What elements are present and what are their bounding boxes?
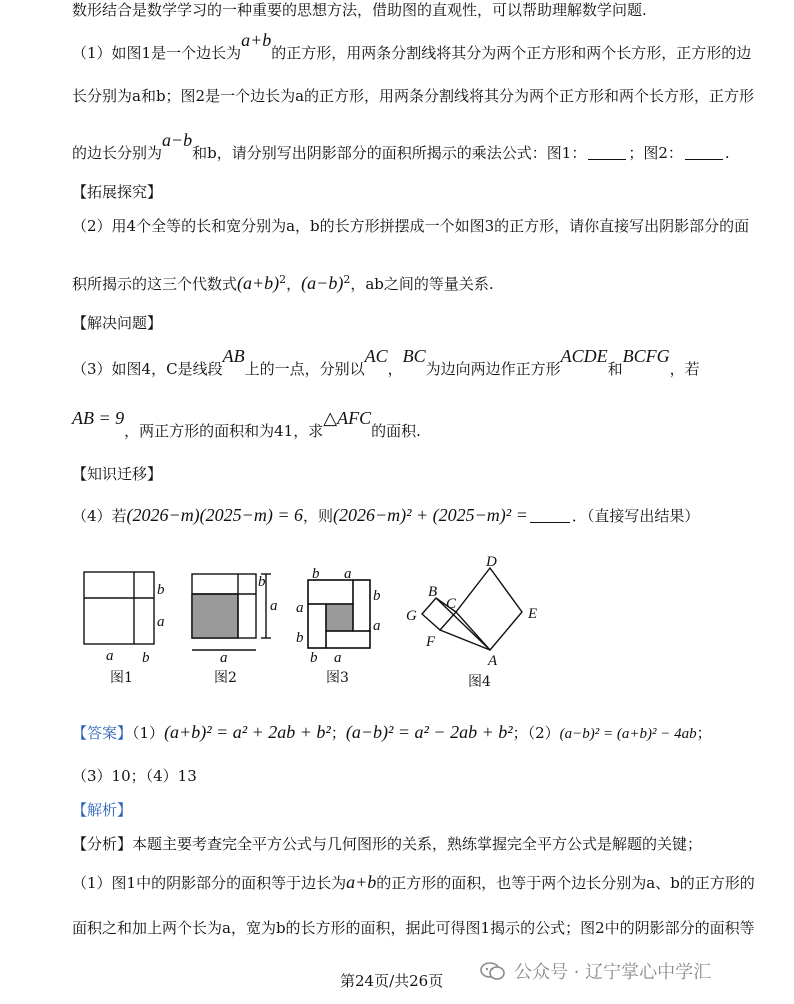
q3-line1-d: ，若 xyxy=(669,360,700,378)
page-number: 第24页/共26页 xyxy=(340,972,444,990)
answer-f1: (a+b)² = a² + 2ab + b² xyxy=(164,722,331,742)
q1-math-apb: a+b xyxy=(241,30,272,50)
fig2-label-a-right: a xyxy=(270,598,278,614)
fig4-point-c: C xyxy=(446,596,457,612)
q2-sup1: 2 xyxy=(279,273,287,286)
fig4-point-b: B xyxy=(428,584,438,600)
analysis-line3: 面积之和加上两个长为a，宽为b的长方形的面积，据此可得图1揭示的公式；图2中的阴影部分的面积等 xyxy=(72,919,755,937)
watermark xyxy=(480,958,711,984)
watermark-text: 公众号 · 辽宁掌心中学汇 xyxy=(514,962,712,983)
answer-line1 xyxy=(72,722,712,744)
fig4-segment-ba xyxy=(436,598,490,650)
q3-m-bcfg: BCFG xyxy=(622,346,670,366)
q4-m2: (2026−m)² + (2025−m)² = xyxy=(332,505,528,525)
answer-sep1: ； xyxy=(330,724,346,742)
wechat-icon xyxy=(480,961,506,981)
answer-f3: (a−b)² = (a+b)² − 4ab xyxy=(559,726,697,742)
q1-line1 xyxy=(72,30,752,63)
q3-line1-a: （3）如图4，C是线段 xyxy=(72,360,223,378)
fig3-shaded-square xyxy=(326,604,353,631)
fig3-label-b-right: b xyxy=(373,588,381,604)
section-solve: 【解决问题】 xyxy=(72,314,163,332)
analysis-line2-a: （1）图1中的阴影部分的面积等于边长为 xyxy=(72,874,347,892)
analysis-math-apb: a+b xyxy=(346,872,377,892)
figure-3 xyxy=(308,580,370,648)
fig4-point-g: G xyxy=(406,608,417,624)
q4-pre: （4）若 xyxy=(72,507,127,525)
q3-m-bc: BC xyxy=(402,346,426,366)
q3-line1-b: 上的一点，分别以 xyxy=(244,360,365,378)
q4-post: ．（直接写出结果） xyxy=(571,507,700,525)
q1-line1-a: （1）如图1是一个边长为 xyxy=(72,44,242,62)
fig3-label-b-left: b xyxy=(296,630,304,646)
q3-line1 xyxy=(72,346,700,379)
fig2-caption: 图2 xyxy=(214,670,237,686)
q4-line xyxy=(72,505,699,526)
q2-m2: (a−b) xyxy=(301,273,344,293)
fig2-label-b: b xyxy=(258,574,266,590)
analysis-line1: 【分析】本题主要考查完全平方公式与几何图形的关系，熟练掌握完全平方公式是解题的关键； xyxy=(72,835,703,853)
intro-text: 数形结合是数学学习的一种重要的思想方法，借助图的直观性，可以帮助理解数学问题. xyxy=(72,1,647,19)
fig3-label-a-bottom: a xyxy=(334,650,342,666)
answer-p2: （2） xyxy=(527,724,560,742)
fig3-rect-right xyxy=(353,580,370,631)
q3-line2 xyxy=(72,408,421,441)
analysis-line2 xyxy=(72,872,755,893)
q2-line2 xyxy=(72,270,494,294)
figure-4 xyxy=(422,568,522,650)
fig1-label-a-bottom: a xyxy=(106,648,114,664)
blank-fig2[interactable] xyxy=(685,159,723,160)
fig3-rect-bottom xyxy=(326,631,370,648)
q4-m1: (2026−m)(2025−m) = 6 xyxy=(126,505,303,525)
fig1-label-a-right: a xyxy=(157,614,165,630)
q2-sup2: 2 xyxy=(343,273,351,286)
fig3-label-a-left: a xyxy=(296,600,304,616)
fig2-label-a-bottom: a xyxy=(220,650,228,666)
q3-m-acde: ACDE xyxy=(560,346,608,366)
answer-tag: 【答案】 xyxy=(72,724,133,742)
answer-sep3: ； xyxy=(696,724,712,742)
q4-mid: ，则 xyxy=(302,507,333,525)
q3-m-ab: AB xyxy=(222,346,245,366)
fig2-shaded-square xyxy=(192,594,238,638)
fig4-square-acde xyxy=(456,568,522,650)
q1-math-amb: a−b xyxy=(162,130,193,150)
fig4-caption: 图4 xyxy=(468,674,491,690)
figures xyxy=(0,550,794,700)
q1-line1-b: 的正方形，用两条分割线将其分为两个正方形和两个长方形，正方形的边 xyxy=(271,44,752,62)
section-explore: 【拓展探究】 xyxy=(72,183,163,201)
analysis-line2-b: 的正方形的面积，也等于两个边长分别为a、b的正方形的 xyxy=(376,874,755,892)
q3-sep: ， xyxy=(387,360,403,378)
q3-line2-b: 的面积. xyxy=(371,422,421,440)
fig3-label-a-top: a xyxy=(344,566,352,582)
q3-line2-a: ，两正方形的面积和为41，求 xyxy=(124,422,324,440)
q1-line3-b: 和b，请分别写出阴影部分的面积所揭示的乘法公式：图1： xyxy=(192,144,587,162)
q2-line2-b: ，ab之间的等量关系. xyxy=(350,275,494,293)
fig3-label-a-right: a xyxy=(373,618,381,634)
q1-line3-c: ；图2： xyxy=(628,144,683,162)
q2-sep: ， xyxy=(286,275,302,293)
fig1-label-b-right: b xyxy=(157,582,165,598)
fig3-label-b-top: b xyxy=(312,566,320,582)
answer-f2: (a−b)² = a² − 2ab + b² xyxy=(345,722,513,742)
q1-line3-a: 的边长分别为 xyxy=(72,144,163,162)
blank-q4[interactable] xyxy=(530,522,570,523)
fig4-point-e: E xyxy=(528,606,538,622)
fig4-point-a: A xyxy=(488,653,498,669)
q3-line1-c: 为边向两边作正方形 xyxy=(425,360,561,378)
fig3-rect-top xyxy=(308,580,353,604)
fig1-outer-square xyxy=(84,572,154,644)
q1-line3 xyxy=(72,130,730,163)
q3-m-ab9: AB = 9 xyxy=(72,408,125,428)
fig4-point-f: F xyxy=(426,634,436,650)
answer-sep2: ； xyxy=(512,724,528,742)
q3-m-tri: △AFC xyxy=(323,408,372,428)
fig1-label-b-bottom: b xyxy=(142,650,150,666)
blank-fig1[interactable] xyxy=(588,159,626,160)
q3-and: 和 xyxy=(607,360,623,378)
fig4-segment-fa xyxy=(440,630,490,650)
q2-line2-a: 积所揭示的这三个代数式 xyxy=(72,275,238,293)
q2-line1: （2）用4个全等的长和宽分别为a，b的长方形拼摆成一个如图3的正方形，请你直接写出阴影部分的面 xyxy=(72,217,750,235)
figure-1 xyxy=(84,572,154,644)
fig3-caption: 图3 xyxy=(326,670,349,686)
answer-p1: （1） xyxy=(132,724,165,742)
section-transfer: 【知识迁移】 xyxy=(72,465,163,483)
fig1-caption: 图1 xyxy=(110,670,133,686)
fig3-label-b-bottom: b xyxy=(310,650,318,666)
analysis-tag: 【解析】 xyxy=(72,801,133,819)
fig4-point-d: D xyxy=(486,554,497,570)
fig3-rect-left xyxy=(308,604,326,648)
q1-line2: 长分别为a和b；图2是一个边长为a的正方形，用两条分割线将其分为两个正方形和两个长方形，正方形 xyxy=(72,87,755,105)
q1-line3-end: . xyxy=(724,144,730,162)
q3-m-ac: AC xyxy=(364,346,388,366)
q2-m1: (a+b) xyxy=(237,273,280,293)
answer-line2: （3）10；（4）13 xyxy=(72,767,197,785)
